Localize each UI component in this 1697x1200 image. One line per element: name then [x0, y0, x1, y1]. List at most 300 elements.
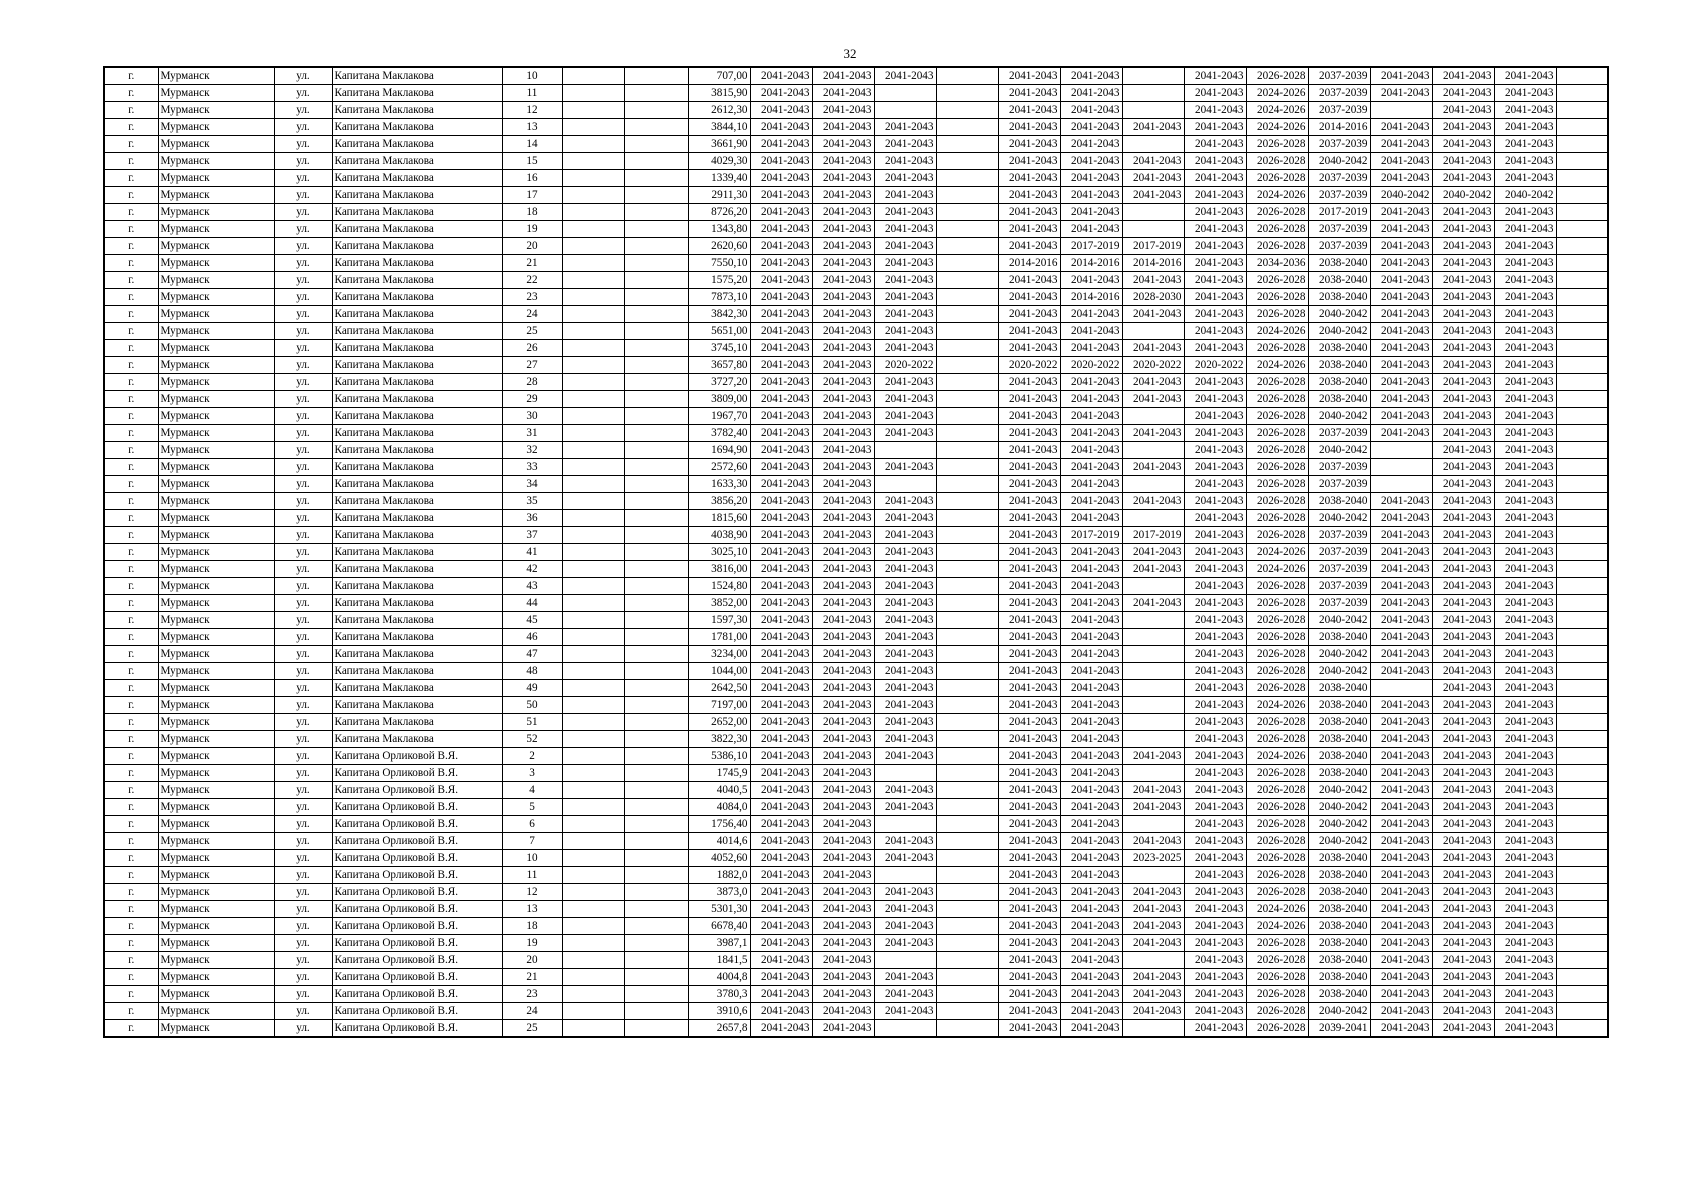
work-period-cell-12: 2041-2043 — [1432, 289, 1494, 306]
city-cell: Мурманск — [158, 697, 274, 714]
work-period-cell-1: 2041-2043 — [750, 867, 812, 884]
work-period-cell-13: 2041-2043 — [1494, 901, 1556, 918]
work-period-cell-13: 2041-2043 — [1494, 612, 1556, 629]
area-cell: 2642,50 — [688, 680, 750, 697]
work-period-cell-1: 2041-2043 — [750, 646, 812, 663]
blank-cell — [624, 119, 688, 136]
work-period-cell-8: 2041-2043 — [1184, 85, 1246, 102]
work-period-cell-12: 2041-2043 — [1432, 935, 1494, 952]
city-cell: Мурманск — [158, 255, 274, 272]
work-period-cell-5: 2041-2043 — [998, 884, 1060, 901]
work-period-cell-3: 2041-2043 — [874, 969, 936, 986]
house-number-cell: 46 — [502, 629, 562, 646]
work-period-cell-4 — [936, 1020, 998, 1038]
street-name-cell: Капитана Маклакова — [332, 221, 502, 238]
settlement-type-cell: г. — [104, 850, 158, 867]
street-name-cell: Капитана Орликовой В.Я. — [332, 833, 502, 850]
work-period-cell-6: 2041-2043 — [1060, 442, 1122, 459]
blank-cell — [624, 646, 688, 663]
city-cell: Мурманск — [158, 391, 274, 408]
street-name-cell: Капитана Маклакова — [332, 374, 502, 391]
city-cell: Мурманск — [158, 306, 274, 323]
work-period-cell-5: 2041-2043 — [998, 935, 1060, 952]
work-period-cell-7: 2041-2043 — [1122, 969, 1184, 986]
table-row — [104, 612, 1608, 629]
work-period-cell-10: 2038-2040 — [1308, 340, 1370, 357]
blank-cell — [562, 629, 624, 646]
work-period-cell-6: 2041-2043 — [1060, 731, 1122, 748]
area-cell: 1343,80 — [688, 221, 750, 238]
work-period-cell-10: 2038-2040 — [1308, 969, 1370, 986]
blank-cell — [624, 374, 688, 391]
city-cell: Мурманск — [158, 561, 274, 578]
blank-cell — [624, 187, 688, 204]
work-period-cell-5: 2041-2043 — [998, 595, 1060, 612]
work-period-cell-11: 2041-2043 — [1370, 238, 1432, 255]
work-period-cell-2: 2041-2043 — [812, 544, 874, 561]
city-cell: Мурманск — [158, 102, 274, 119]
street-name-cell: Капитана Маклакова — [332, 544, 502, 561]
street-name-cell: Капитана Орликовой В.Я. — [332, 867, 502, 884]
work-period-cell-3: 2041-2043 — [874, 340, 936, 357]
blank-cell — [562, 850, 624, 867]
trailing-empty-cell — [1556, 136, 1608, 153]
work-period-cell-11: 2041-2043 — [1370, 782, 1432, 799]
area-cell: 3873,0 — [688, 884, 750, 901]
street-type-cell: ул. — [274, 935, 332, 952]
table-row — [104, 170, 1608, 187]
street-name-cell: Капитана Маклакова — [332, 289, 502, 306]
work-period-cell-8: 2020-2022 — [1184, 357, 1246, 374]
table-row — [104, 646, 1608, 663]
work-period-cell-12: 2041-2043 — [1432, 442, 1494, 459]
work-period-cell-8: 2041-2043 — [1184, 663, 1246, 680]
area-cell: 2652,00 — [688, 714, 750, 731]
work-period-cell-10: 2037-2039 — [1308, 578, 1370, 595]
table-row — [104, 731, 1608, 748]
work-period-cell-10: 2038-2040 — [1308, 493, 1370, 510]
work-period-cell-10: 2040-2042 — [1308, 782, 1370, 799]
work-period-cell-4 — [936, 187, 998, 204]
house-number-cell: 52 — [502, 731, 562, 748]
area-cell: 3780,3 — [688, 986, 750, 1003]
work-period-cell-3: 2041-2043 — [874, 544, 936, 561]
work-period-cell-9: 2026-2028 — [1246, 765, 1308, 782]
street-name-cell: Капитана Маклакова — [332, 612, 502, 629]
blank-cell — [562, 561, 624, 578]
work-period-cell-13: 2041-2043 — [1494, 952, 1556, 969]
work-period-cell-2: 2041-2043 — [812, 102, 874, 119]
blank-cell — [562, 408, 624, 425]
blank-cell — [562, 187, 624, 204]
city-cell: Мурманск — [158, 646, 274, 663]
street-type-cell: ул. — [274, 340, 332, 357]
street-name-cell: Капитана Орликовой В.Я. — [332, 816, 502, 833]
work-period-cell-3: 2041-2043 — [874, 850, 936, 867]
blank-cell — [562, 67, 624, 85]
work-period-cell-12: 2041-2043 — [1432, 918, 1494, 935]
trailing-empty-cell — [1556, 289, 1608, 306]
work-period-cell-6: 2041-2043 — [1060, 561, 1122, 578]
work-period-cell-13: 2041-2043 — [1494, 935, 1556, 952]
work-period-cell-7 — [1122, 102, 1184, 119]
work-period-cell-4 — [936, 629, 998, 646]
work-period-cell-12: 2041-2043 — [1432, 67, 1494, 85]
work-period-cell-4 — [936, 646, 998, 663]
work-period-cell-2: 2041-2043 — [812, 901, 874, 918]
work-period-cell-12: 2041-2043 — [1432, 306, 1494, 323]
work-period-cell-11 — [1370, 680, 1432, 697]
area-cell: 3822,30 — [688, 731, 750, 748]
work-period-cell-3: 2041-2043 — [874, 731, 936, 748]
work-period-cell-6: 2041-2043 — [1060, 170, 1122, 187]
work-period-cell-12: 2041-2043 — [1432, 612, 1494, 629]
area-cell: 5651,00 — [688, 323, 750, 340]
work-period-cell-1: 2041-2043 — [750, 67, 812, 85]
work-period-cell-1: 2041-2043 — [750, 153, 812, 170]
street-type-cell: ул. — [274, 272, 332, 289]
work-period-cell-11: 2041-2043 — [1370, 952, 1432, 969]
work-period-cell-10: 2038-2040 — [1308, 697, 1370, 714]
work-period-cell-11: 2041-2043 — [1370, 714, 1432, 731]
street-type-cell: ул. — [274, 374, 332, 391]
work-period-cell-9: 2026-2028 — [1246, 306, 1308, 323]
city-cell: Мурманск — [158, 714, 274, 731]
work-period-cell-10: 2037-2039 — [1308, 238, 1370, 255]
area-cell: 4052,60 — [688, 850, 750, 867]
work-period-cell-12: 2041-2043 — [1432, 527, 1494, 544]
work-period-cell-1: 2041-2043 — [750, 731, 812, 748]
work-period-cell-2: 2041-2043 — [812, 765, 874, 782]
work-period-cell-13: 2041-2043 — [1494, 986, 1556, 1003]
work-period-cell-13: 2041-2043 — [1494, 340, 1556, 357]
house-number-cell: 11 — [502, 85, 562, 102]
work-period-cell-11 — [1370, 476, 1432, 493]
work-period-cell-7: 2041-2043 — [1122, 459, 1184, 476]
work-period-cell-3: 2041-2043 — [874, 153, 936, 170]
street-type-cell: ул. — [274, 595, 332, 612]
settlement-type-cell: г. — [104, 595, 158, 612]
work-period-cell-2: 2041-2043 — [812, 357, 874, 374]
blank-cell — [562, 459, 624, 476]
area-cell: 4040,5 — [688, 782, 750, 799]
work-period-cell-10: 2014-2016 — [1308, 119, 1370, 136]
street-type-cell: ул. — [274, 1020, 332, 1038]
area-cell: 3745,10 — [688, 340, 750, 357]
work-period-cell-8: 2041-2043 — [1184, 102, 1246, 119]
work-period-cell-11: 2041-2043 — [1370, 272, 1432, 289]
work-period-cell-10: 2038-2040 — [1308, 629, 1370, 646]
work-period-cell-4 — [936, 357, 998, 374]
work-period-cell-2: 2041-2043 — [812, 1003, 874, 1020]
work-period-cell-12: 2041-2043 — [1432, 901, 1494, 918]
area-cell: 5386,10 — [688, 748, 750, 765]
work-period-cell-11: 2041-2043 — [1370, 153, 1432, 170]
blank-cell — [562, 952, 624, 969]
work-period-cell-5: 2041-2043 — [998, 476, 1060, 493]
work-period-cell-1: 2041-2043 — [750, 816, 812, 833]
work-period-cell-9: 2024-2026 — [1246, 544, 1308, 561]
work-period-cell-12: 2041-2043 — [1432, 1020, 1494, 1038]
street-name-cell: Капитана Маклакова — [332, 323, 502, 340]
blank-cell — [562, 306, 624, 323]
trailing-empty-cell — [1556, 510, 1608, 527]
work-period-cell-4 — [936, 663, 998, 680]
work-period-cell-6: 2041-2043 — [1060, 204, 1122, 221]
work-period-cell-8: 2041-2043 — [1184, 323, 1246, 340]
work-period-cell-9: 2024-2026 — [1246, 187, 1308, 204]
city-cell: Мурманск — [158, 663, 274, 680]
house-number-cell: 13 — [502, 119, 562, 136]
blank-cell — [562, 748, 624, 765]
house-number-cell: 23 — [502, 289, 562, 306]
trailing-empty-cell — [1556, 67, 1608, 85]
work-period-cell-11 — [1370, 102, 1432, 119]
settlement-type-cell: г. — [104, 238, 158, 255]
work-period-cell-9: 2026-2028 — [1246, 884, 1308, 901]
house-number-cell: 12 — [502, 102, 562, 119]
blank-cell — [624, 306, 688, 323]
house-number-cell: 21 — [502, 255, 562, 272]
work-period-cell-7: 2017-2019 — [1122, 527, 1184, 544]
blank-cell — [624, 884, 688, 901]
blank-cell — [562, 85, 624, 102]
work-period-cell-1: 2041-2043 — [750, 255, 812, 272]
work-period-cell-1: 2041-2043 — [750, 629, 812, 646]
blank-cell — [624, 153, 688, 170]
work-period-cell-13: 2041-2043 — [1494, 323, 1556, 340]
work-period-cell-7 — [1122, 952, 1184, 969]
table-row — [104, 221, 1608, 238]
table-row — [104, 799, 1608, 816]
work-period-cell-3: 2041-2043 — [874, 170, 936, 187]
work-period-cell-6: 2041-2043 — [1060, 85, 1122, 102]
work-period-cell-12: 2041-2043 — [1432, 782, 1494, 799]
work-period-cell-1: 2041-2043 — [750, 952, 812, 969]
street-name-cell: Капитана Маклакова — [332, 697, 502, 714]
settlement-type-cell: г. — [104, 629, 158, 646]
area-cell: 2911,30 — [688, 187, 750, 204]
work-period-cell-2: 2041-2043 — [812, 374, 874, 391]
street-type-cell: ул. — [274, 663, 332, 680]
street-type-cell: ул. — [274, 680, 332, 697]
work-period-cell-13: 2041-2043 — [1494, 102, 1556, 119]
blank-cell — [624, 391, 688, 408]
work-period-cell-3: 2041-2043 — [874, 595, 936, 612]
work-period-cell-10: 2038-2040 — [1308, 748, 1370, 765]
table-row — [104, 986, 1608, 1003]
blank-cell — [562, 867, 624, 884]
work-period-cell-7: 2041-2043 — [1122, 374, 1184, 391]
street-name-cell: Капитана Маклакова — [332, 391, 502, 408]
work-period-cell-7 — [1122, 510, 1184, 527]
work-period-cell-6: 2041-2043 — [1060, 782, 1122, 799]
work-period-cell-3: 2041-2043 — [874, 459, 936, 476]
work-period-cell-13: 2041-2043 — [1494, 408, 1556, 425]
trailing-empty-cell — [1556, 986, 1608, 1003]
work-period-cell-4 — [936, 459, 998, 476]
blank-cell — [624, 918, 688, 935]
work-period-cell-6: 2041-2043 — [1060, 884, 1122, 901]
work-period-cell-8: 2041-2043 — [1184, 986, 1246, 1003]
blank-cell — [624, 782, 688, 799]
work-period-cell-5: 2041-2043 — [998, 391, 1060, 408]
house-number-cell: 41 — [502, 544, 562, 561]
work-period-cell-7: 2041-2043 — [1122, 799, 1184, 816]
settlement-type-cell: г. — [104, 306, 158, 323]
work-period-cell-6: 2017-2019 — [1060, 527, 1122, 544]
street-name-cell: Капитана Маклакова — [332, 204, 502, 221]
work-period-cell-11: 2041-2043 — [1370, 67, 1432, 85]
street-name-cell: Капитана Маклакова — [332, 629, 502, 646]
work-period-cell-1: 2041-2043 — [750, 918, 812, 935]
work-period-cell-6: 2041-2043 — [1060, 663, 1122, 680]
area-cell: 3856,20 — [688, 493, 750, 510]
work-period-cell-6: 2041-2043 — [1060, 391, 1122, 408]
work-period-cell-4 — [936, 102, 998, 119]
street-name-cell: Капитана Маклакова — [332, 714, 502, 731]
table-row — [104, 357, 1608, 374]
blank-cell — [624, 323, 688, 340]
work-period-cell-1: 2041-2043 — [750, 374, 812, 391]
work-period-cell-4 — [936, 85, 998, 102]
work-period-cell-6: 2041-2043 — [1060, 867, 1122, 884]
work-period-cell-1: 2041-2043 — [750, 1003, 812, 1020]
work-period-cell-7 — [1122, 408, 1184, 425]
work-period-cell-13: 2041-2043 — [1494, 595, 1556, 612]
work-period-cell-5: 2041-2043 — [998, 204, 1060, 221]
work-period-cell-5: 2041-2043 — [998, 442, 1060, 459]
work-period-cell-1: 2041-2043 — [750, 527, 812, 544]
work-period-cell-13: 2041-2043 — [1494, 646, 1556, 663]
area-cell: 3815,90 — [688, 85, 750, 102]
work-period-cell-3: 2041-2043 — [874, 663, 936, 680]
blank-cell — [562, 578, 624, 595]
work-period-cell-11: 2041-2043 — [1370, 816, 1432, 833]
work-period-cell-2: 2041-2043 — [812, 493, 874, 510]
street-type-cell: ул. — [274, 527, 332, 544]
work-period-cell-8: 2041-2043 — [1184, 476, 1246, 493]
work-period-cell-11: 2041-2043 — [1370, 119, 1432, 136]
street-name-cell: Капитана Маклакова — [332, 67, 502, 85]
work-period-cell-1: 2041-2043 — [750, 476, 812, 493]
work-period-cell-6: 2041-2043 — [1060, 272, 1122, 289]
work-period-cell-4 — [936, 799, 998, 816]
trailing-empty-cell — [1556, 425, 1608, 442]
blank-cell — [562, 136, 624, 153]
street-type-cell: ул. — [274, 136, 332, 153]
work-period-cell-10: 2040-2042 — [1308, 612, 1370, 629]
work-period-cell-7 — [1122, 697, 1184, 714]
settlement-type-cell: г. — [104, 408, 158, 425]
area-cell: 1633,30 — [688, 476, 750, 493]
settlement-type-cell: г. — [104, 459, 158, 476]
table-row — [104, 238, 1608, 255]
street-name-cell: Капитана Маклакова — [332, 578, 502, 595]
work-period-cell-6: 2041-2043 — [1060, 799, 1122, 816]
trailing-empty-cell — [1556, 884, 1608, 901]
street-type-cell: ул. — [274, 442, 332, 459]
work-period-cell-8: 2041-2043 — [1184, 272, 1246, 289]
work-period-cell-1: 2041-2043 — [750, 561, 812, 578]
table-row — [104, 901, 1608, 918]
work-period-cell-10: 2038-2040 — [1308, 901, 1370, 918]
blank-cell — [562, 986, 624, 1003]
blank-cell — [624, 629, 688, 646]
work-period-cell-12: 2041-2043 — [1432, 408, 1494, 425]
street-type-cell: ул. — [274, 884, 332, 901]
blank-cell — [624, 459, 688, 476]
work-period-cell-5: 2041-2043 — [998, 646, 1060, 663]
work-period-cell-8: 2041-2043 — [1184, 816, 1246, 833]
table-row — [104, 629, 1608, 646]
work-period-cell-3: 2041-2043 — [874, 561, 936, 578]
trailing-empty-cell — [1556, 187, 1608, 204]
city-cell: Мурманск — [158, 374, 274, 391]
work-period-cell-8: 2041-2043 — [1184, 1020, 1246, 1038]
work-period-cell-1: 2041-2043 — [750, 748, 812, 765]
area-cell: 3809,00 — [688, 391, 750, 408]
work-period-cell-7 — [1122, 221, 1184, 238]
street-name-cell: Капитана Маклакова — [332, 510, 502, 527]
blank-cell — [624, 425, 688, 442]
work-period-cell-1: 2041-2043 — [750, 85, 812, 102]
settlement-type-cell: г. — [104, 85, 158, 102]
work-period-cell-11: 2040-2042 — [1370, 187, 1432, 204]
work-period-cell-3 — [874, 1020, 936, 1038]
settlement-type-cell: г. — [104, 748, 158, 765]
work-period-cell-2: 2041-2043 — [812, 884, 874, 901]
blank-cell — [562, 119, 624, 136]
table-row — [104, 102, 1608, 119]
house-number-cell: 4 — [502, 782, 562, 799]
house-number-cell: 51 — [502, 714, 562, 731]
area-cell: 4029,30 — [688, 153, 750, 170]
trailing-empty-cell — [1556, 408, 1608, 425]
street-type-cell: ул. — [274, 850, 332, 867]
work-period-cell-8: 2041-2043 — [1184, 255, 1246, 272]
work-period-cell-4 — [936, 544, 998, 561]
work-period-cell-11: 2041-2043 — [1370, 901, 1432, 918]
blank-cell — [624, 442, 688, 459]
work-period-cell-6: 2041-2043 — [1060, 952, 1122, 969]
work-period-cell-8: 2041-2043 — [1184, 850, 1246, 867]
work-period-cell-13: 2041-2043 — [1494, 85, 1556, 102]
work-period-cell-1: 2041-2043 — [750, 833, 812, 850]
work-period-cell-11: 2041-2043 — [1370, 561, 1432, 578]
blank-cell — [624, 1020, 688, 1038]
work-period-cell-6: 2020-2022 — [1060, 357, 1122, 374]
blank-cell — [624, 833, 688, 850]
house-number-cell: 19 — [502, 221, 562, 238]
work-period-cell-10: 2037-2039 — [1308, 221, 1370, 238]
work-period-cell-3: 2041-2043 — [874, 374, 936, 391]
work-period-cell-9: 2026-2028 — [1246, 986, 1308, 1003]
work-period-cell-5: 2041-2043 — [998, 510, 1060, 527]
work-period-cell-4 — [936, 867, 998, 884]
blank-cell — [562, 476, 624, 493]
work-period-cell-3: 2041-2043 — [874, 238, 936, 255]
street-type-cell: ул. — [274, 765, 332, 782]
street-type-cell: ул. — [274, 357, 332, 374]
work-period-cell-3 — [874, 765, 936, 782]
street-type-cell: ул. — [274, 782, 332, 799]
street-name-cell: Капитана Маклакова — [332, 561, 502, 578]
trailing-empty-cell — [1556, 578, 1608, 595]
blank-cell — [624, 238, 688, 255]
work-period-cell-5: 2041-2043 — [998, 67, 1060, 85]
street-name-cell: Капитана Маклакова — [332, 663, 502, 680]
